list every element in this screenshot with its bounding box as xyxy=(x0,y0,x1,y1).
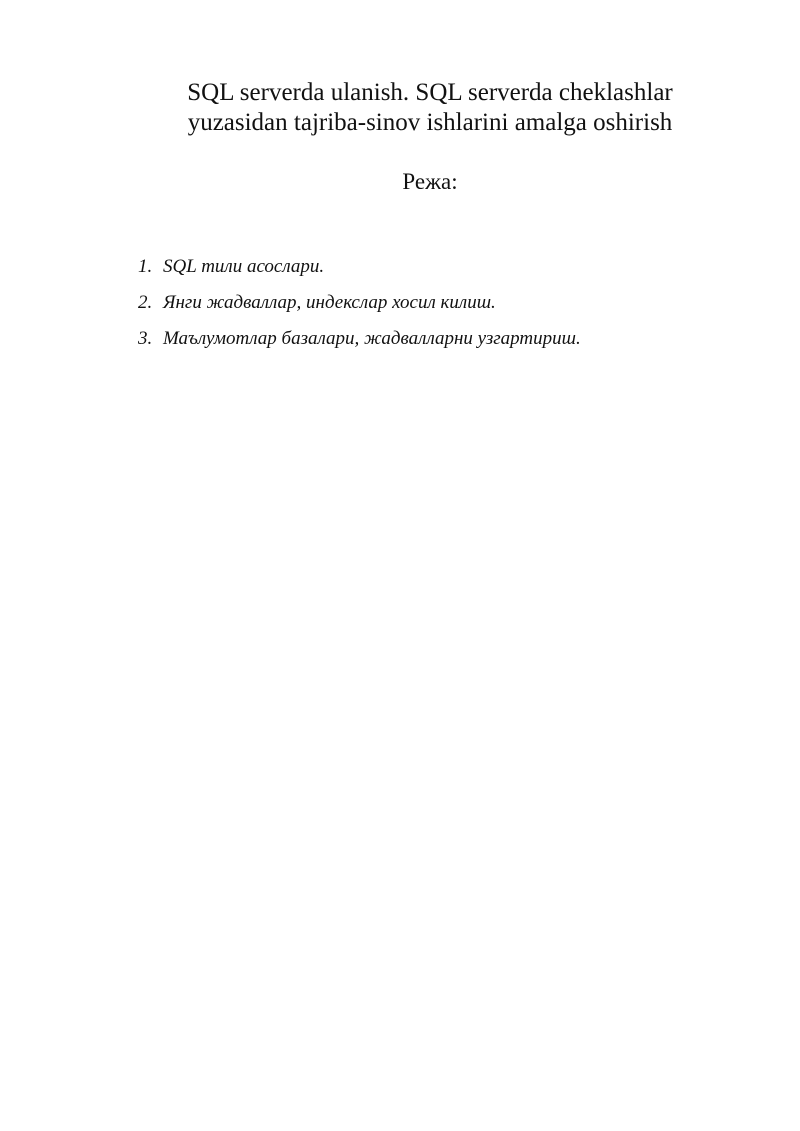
plan-list-item-2-text: Янги жадваллар, индекслар хосил килиш. xyxy=(163,292,496,313)
plan-heading: Режа: xyxy=(402,169,458,194)
plan-list-item-3 xyxy=(138,321,738,357)
plan-list-item-1-text: SQL тили асослари. xyxy=(163,256,325,277)
plan-list-item-3-text: Маълумотлар базалари, жадвалларни узгартириш. xyxy=(163,328,581,349)
plan-list-item-1-number: 1. xyxy=(138,256,153,277)
plan-list-item-2 xyxy=(138,285,738,321)
document-title-line-2: yuzasidan tajriba-sinov ishlarini amalga oshirish xyxy=(187,109,673,136)
plan-list-item-3-number: 3. xyxy=(138,328,153,349)
plan-list-item-2-number: 2. xyxy=(138,292,153,313)
plan-list xyxy=(138,249,738,357)
document-title-line-1: SQL serverda ulanish. SQL serverda cheklashlar xyxy=(187,79,673,106)
document-title xyxy=(140,78,720,138)
plan-list-item-1 xyxy=(138,249,738,285)
